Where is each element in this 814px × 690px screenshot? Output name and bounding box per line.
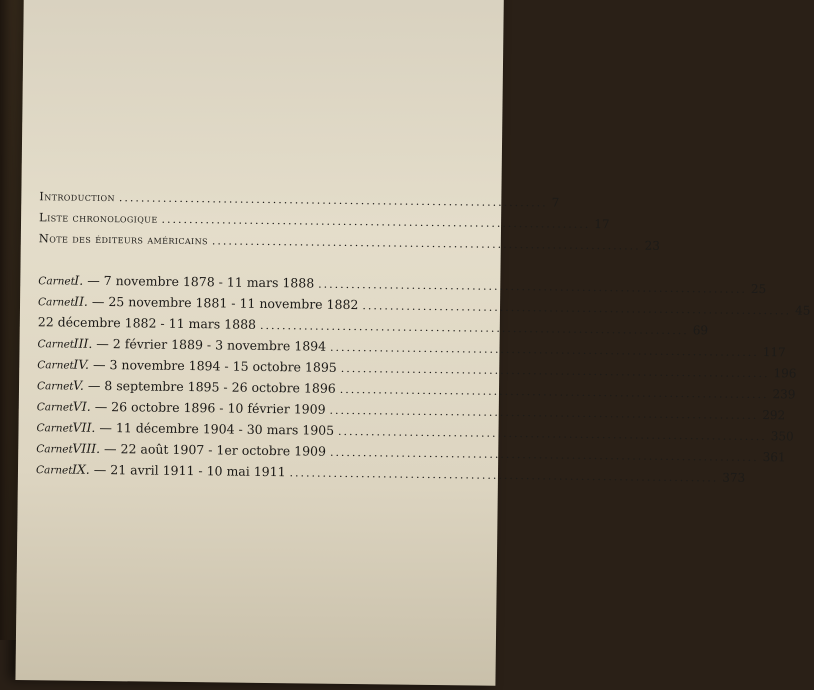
carnet-label: Carnet	[37, 359, 74, 372]
dot-leader: ..............................................................................	[211, 234, 641, 253]
carnet-dates: — 3 novembre 1894 - 15 octobre 1895	[92, 356, 337, 375]
dot-leader: ..............................................................................	[318, 277, 747, 296]
toc-entry-page: 69	[692, 323, 709, 338]
carnet-dates: — 26 octobre 1896 - 10 février 1909	[94, 398, 326, 417]
carnet-label: Carnet	[36, 380, 74, 393]
carnet-label: Carnet	[37, 296, 75, 309]
carnet-label: Carnet	[36, 422, 74, 435]
toc-entry-carnet	[35, 461, 746, 489]
toc-entry-title: Introduction	[39, 189, 116, 205]
toc-entry-page: 25	[750, 281, 767, 297]
carnet-number: I.	[74, 272, 84, 288]
carnet-number: VII.	[72, 419, 96, 435]
carnet-number: IX.	[71, 461, 90, 477]
dot-leader: ..............................................................................	[340, 361, 770, 381]
carnet-dates: — 22 août 1907 - 1er octobre 1909	[104, 441, 327, 459]
toc-entry-title: Liste chronologique	[39, 210, 158, 226]
dot-leader: ..............................................................................	[289, 466, 719, 485]
carnet-number: III.	[73, 335, 93, 351]
carnet-dates: — 25 novembre 1881 - 11 novembre 1882	[91, 293, 359, 313]
toc-entry-page: 373	[722, 470, 746, 485]
toc-entry-page: 292	[762, 408, 786, 423]
carnet-label: Carnet	[36, 401, 74, 414]
carnet-dates: 22 décembre 1882 - 11 mars 1888	[37, 314, 257, 332]
toc-entry-page: 117	[762, 345, 786, 360]
toc-entry-page: 361	[762, 450, 786, 465]
dot-leader: ..............................................................................	[338, 424, 767, 444]
carnet-dates: — 11 décembre 1904 - 30 mars 1905	[99, 419, 335, 438]
carnet-number: V.	[72, 377, 84, 393]
carnet-dates: — 8 septembre 1895 - 26 octobre 1896	[87, 377, 336, 396]
carnet-dates: — 7 novembre 1878 - 11 mars 1888	[87, 272, 315, 291]
dot-leader: ..............................................................................	[259, 318, 689, 338]
toc-entry-page: 45	[795, 303, 811, 318]
carnet-label: Carnet	[35, 464, 73, 477]
dot-leader: ..............................................................................	[118, 191, 548, 210]
carnet-label: Carnet	[38, 275, 75, 288]
toc-entry-page: 239	[772, 387, 796, 402]
carnet-number: VI.	[72, 398, 91, 414]
dot-leader: ..............................................................................	[329, 445, 759, 465]
carnet-number: II.	[73, 293, 89, 309]
carnet-label: Carnet	[37, 338, 75, 351]
dot-leader: ..............................................................................	[339, 382, 769, 402]
toc-entry-title: Note des éditeurs américains	[38, 231, 208, 248]
dot-leader: ..............................................................................	[362, 299, 792, 318]
toc-entry-page: 350	[770, 429, 794, 444]
toc-entry-page: 7	[551, 195, 560, 210]
table-of-contents	[35, 189, 811, 489]
carnet-number: IV.	[73, 356, 90, 372]
toc-entry-page: 196	[773, 366, 797, 381]
dot-leader: ..............................................................................	[330, 340, 759, 360]
carnet-label: Carnet	[36, 443, 73, 456]
carnet-number: VIII.	[72, 440, 101, 456]
book-page	[15, 0, 811, 686]
dot-leader: ..............................................................................	[329, 403, 759, 423]
carnet-dates: — 21 avril 1911 - 10 mai 1911	[93, 461, 286, 480]
carnet-dates: — 2 février 1889 - 3 novembre 1894	[96, 335, 327, 354]
toc-entry-page: 17	[594, 216, 610, 232]
dot-leader: ..............................................................................	[161, 212, 591, 231]
toc-entry-page: 23	[644, 238, 660, 253]
